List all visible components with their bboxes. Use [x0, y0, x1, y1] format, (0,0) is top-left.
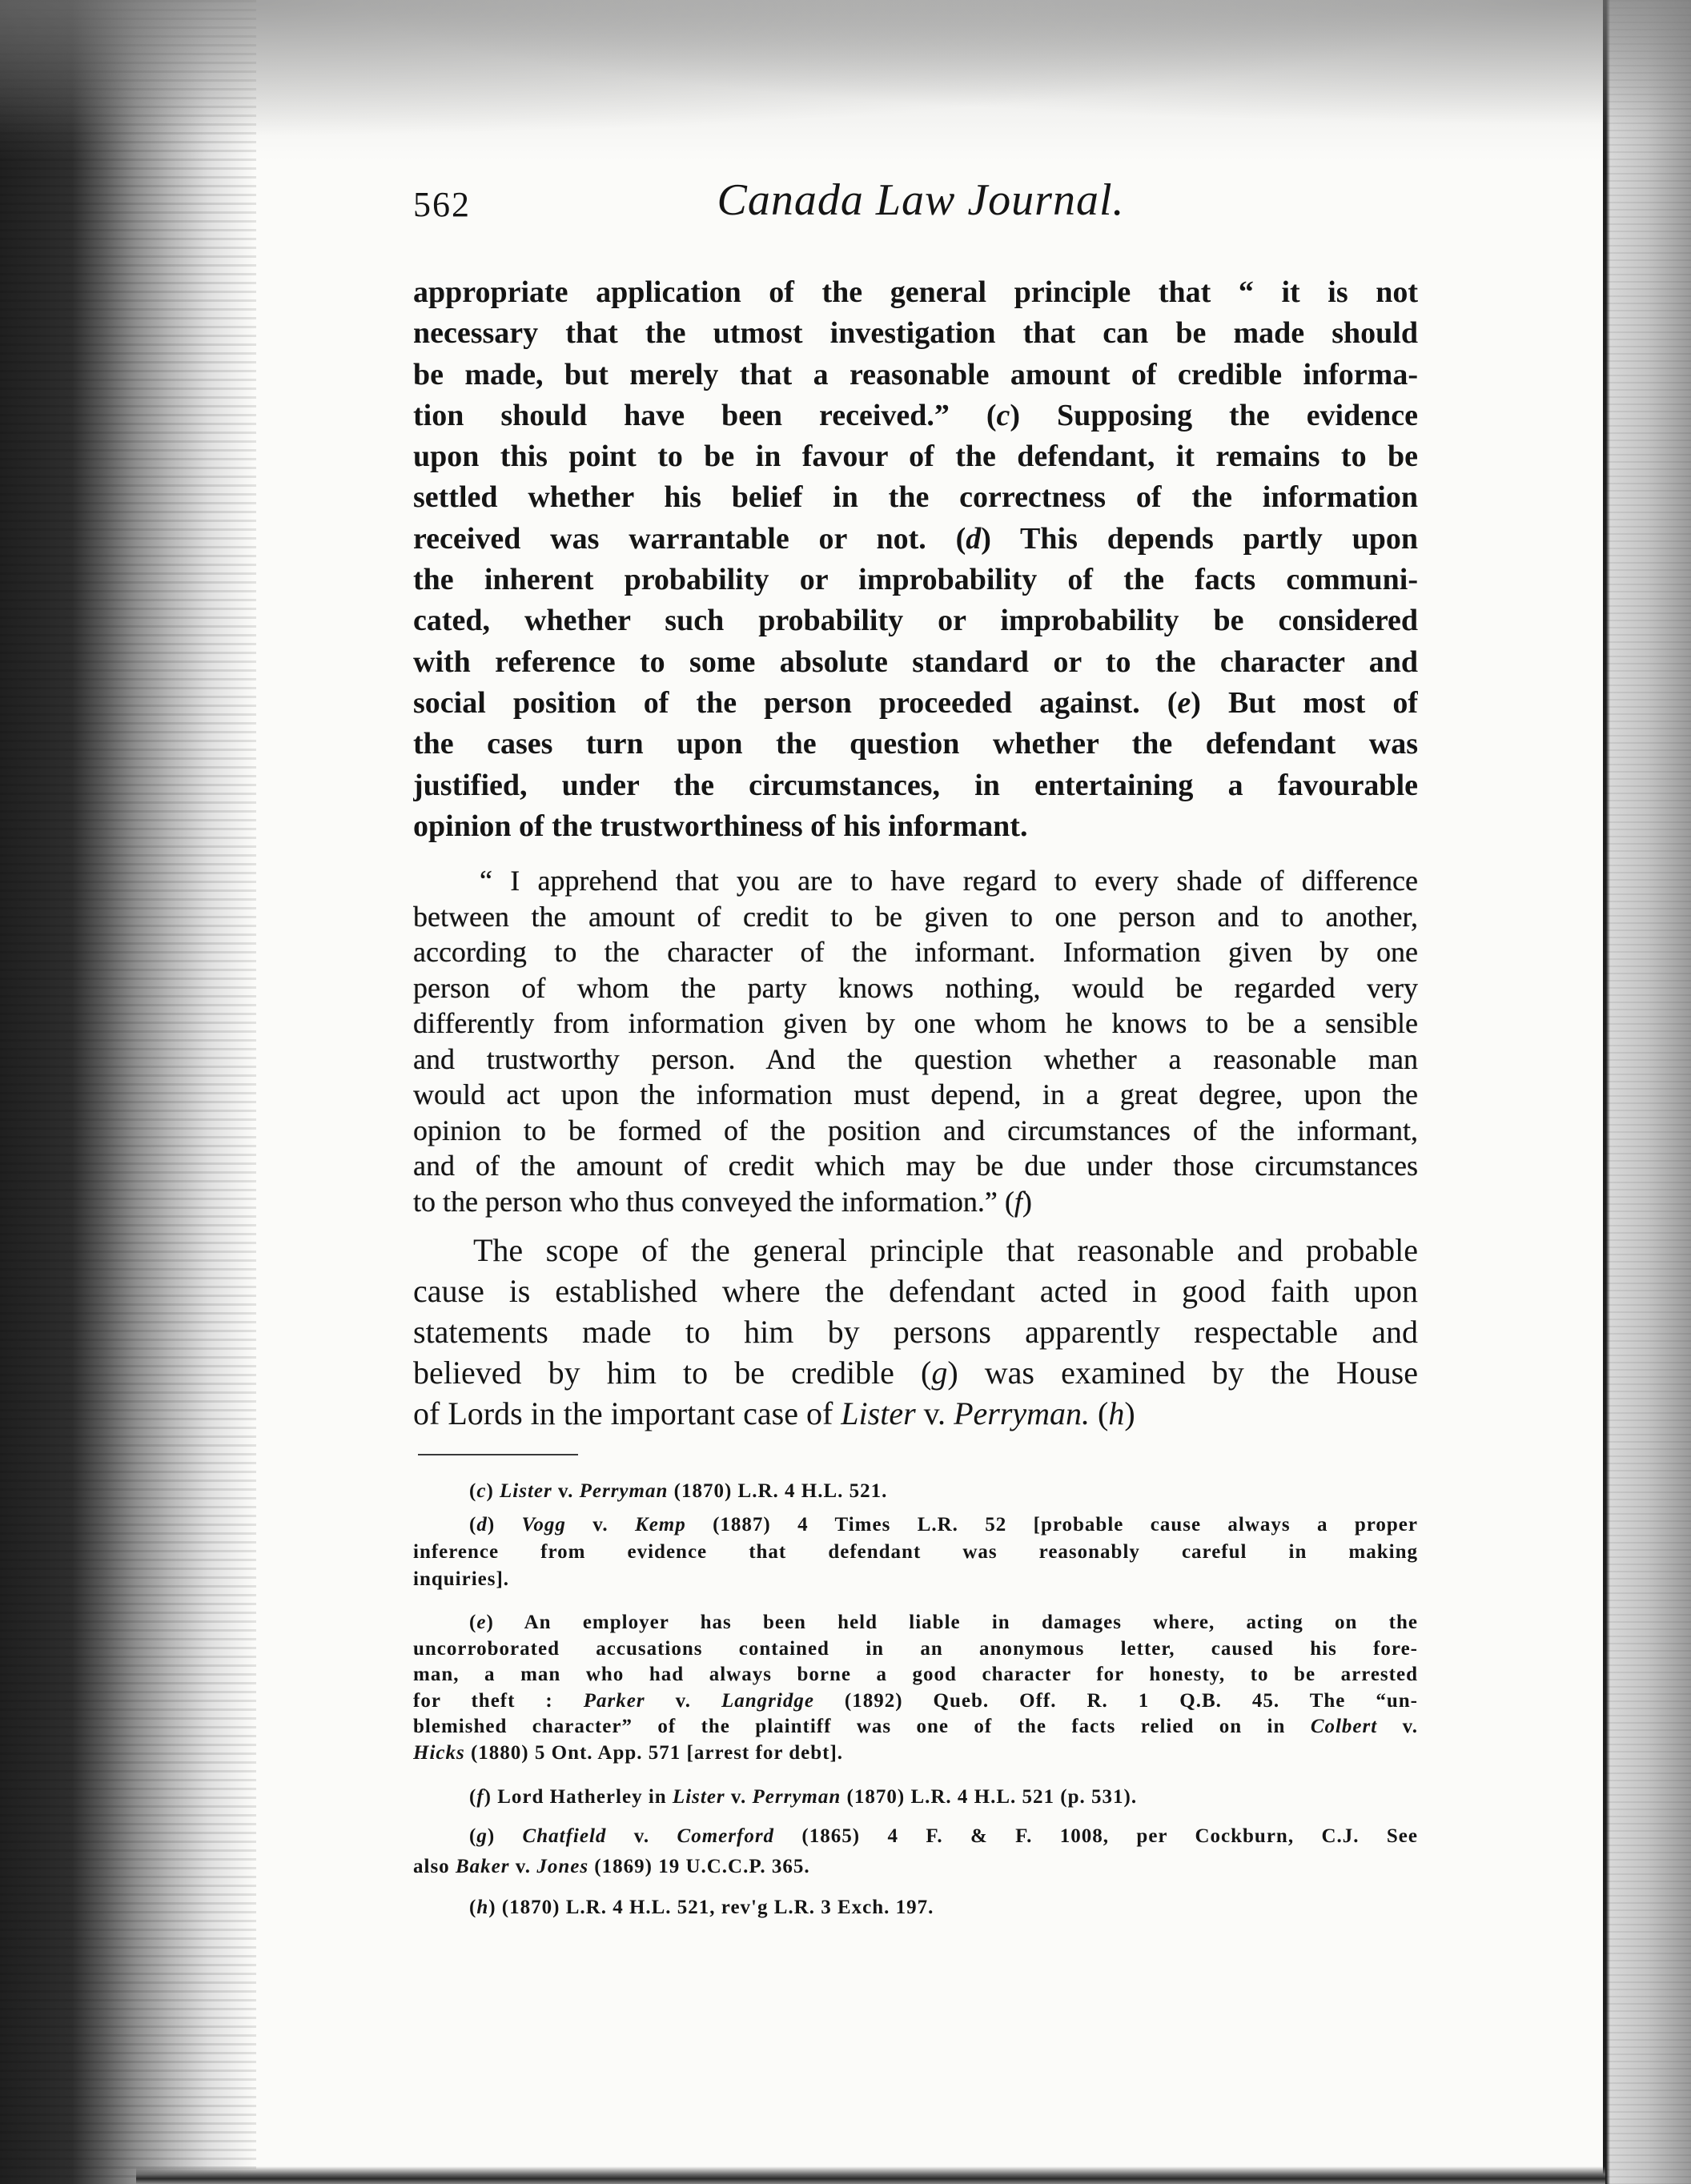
text-line — [413, 899, 1418, 935]
text-run: with reference to some absolute standard or to the character and — [413, 644, 1418, 679]
text-run: uncorroborated accusations contained in an anonymous letter, caused his fore- — [413, 1637, 1418, 1660]
text-line — [413, 313, 1418, 354]
italic-run: Langridge — [721, 1689, 814, 1712]
italic-run: Colbert — [1310, 1716, 1378, 1737]
right-page-edge — [1603, 0, 1691, 2184]
text-run: cated, whether such probability or improbability be considered — [413, 604, 1418, 638]
text-line — [413, 1714, 1418, 1740]
text-run: opinion of the trustworthiness of his informant. — [413, 809, 1028, 843]
text-line — [413, 683, 1418, 724]
text-line — [413, 642, 1418, 683]
text-run: ( — [469, 1514, 477, 1536]
italic-run: h — [1108, 1395, 1125, 1431]
text-run: statements made to him by persons apparently respectable and — [413, 1314, 1418, 1350]
text-line — [413, 1894, 1418, 1921]
text-line — [413, 272, 1418, 313]
text-line — [413, 970, 1418, 1006]
text-run: tion should have been received.” ( — [413, 398, 997, 432]
text-line — [413, 1512, 1418, 1539]
text-run: necessary that the utmost investigation that can be made should — [413, 316, 1418, 351]
text-run: ) — [487, 1514, 522, 1536]
italic-run: d — [966, 521, 982, 556]
text-run: differently from information given by one whom he knows to be a sensible — [413, 1007, 1418, 1039]
text-run: (1869) 19 U.C.C.P. 365. — [588, 1856, 810, 1877]
text-line — [413, 1821, 1418, 1852]
text-line — [413, 1784, 1418, 1811]
italic-run: g — [476, 1825, 488, 1847]
text-run: be made, but merely that a reasonable amount of credible informa- — [413, 357, 1418, 391]
text-line — [413, 1662, 1418, 1688]
top-scan-noise — [0, 0, 1691, 160]
text-line — [413, 724, 1418, 765]
text-run: to the person who thus conveyed the information.” ( — [413, 1185, 1014, 1218]
page-number: 562 — [413, 185, 471, 224]
text-line — [413, 436, 1418, 477]
text-line — [413, 1184, 1418, 1220]
text-run: the cases turn upon the question whether the defendant was — [413, 727, 1418, 761]
text-line — [413, 1148, 1418, 1184]
italic-run: Parker — [583, 1689, 645, 1712]
text-run: according to the character of the informant. Information given by one — [413, 936, 1418, 968]
text-run: v. — [606, 1825, 677, 1847]
text-run: ) was examined by the House — [947, 1355, 1418, 1391]
text-run: v. — [645, 1689, 721, 1712]
text-line — [413, 1539, 1418, 1566]
footnote-rule — [418, 1454, 578, 1455]
text-run: ( — [469, 1897, 477, 1918]
running-head-title: Canada Law Journal. — [717, 175, 1125, 225]
italic-run: g — [931, 1355, 948, 1391]
text-run: ) An employer has been held liable in damages where, acting on the — [486, 1612, 1418, 1633]
text-line — [413, 560, 1418, 600]
text-run: ) — [486, 1480, 500, 1502]
text-line — [413, 765, 1418, 806]
text-run: v. — [725, 1786, 753, 1808]
text-run: ( — [469, 1825, 477, 1847]
footnote-h — [413, 1894, 1418, 1921]
text-run: “ I apprehend that you are to have regard to every shade of difference — [480, 865, 1418, 897]
italic-run: Lister — [672, 1786, 725, 1808]
text-run: man, a man who had always borne a good character for honesty, to be arrested — [413, 1664, 1418, 1685]
text-run: ( — [469, 1480, 477, 1502]
text-line — [413, 1393, 1418, 1434]
footnote-f — [413, 1784, 1418, 1811]
text-line — [413, 1352, 1418, 1393]
text-run: received was warrantable or not. ( — [413, 521, 966, 556]
text-line — [413, 355, 1418, 395]
italic-run: e — [476, 1612, 487, 1633]
text-line — [413, 1566, 1418, 1593]
text-line — [413, 395, 1418, 436]
text-run: inference from evidence that defendant was reasonably careful in making — [413, 1541, 1418, 1563]
text-run: v. — [565, 1514, 636, 1536]
italic-run: d — [476, 1514, 488, 1536]
text-run: The scope of the general principle that reasonable and probable — [473, 1232, 1418, 1268]
italic-run: Jones — [536, 1856, 589, 1877]
italic-run: Hicks — [413, 1741, 465, 1764]
text-run: ) — [487, 1825, 523, 1847]
text-run: ) (1870) L.R. 4 H.L. 521, rev'g L.R. 3 Exch. 197. — [488, 1897, 934, 1918]
text-run: ( — [469, 1612, 477, 1633]
text-run: person of whom the party knows nothing, would be regarded very — [413, 971, 1418, 1004]
text-run: upon this point to be in favour of the defendant, it remains to be — [413, 440, 1418, 474]
text-run: (1870) L.R. 4 H.L. 521. — [668, 1480, 888, 1502]
italic-run: c — [996, 398, 1010, 432]
text-run: (1892) Queb. Off. R. 1 Q.B. 45. The “un- — [813, 1689, 1418, 1712]
text-run: opinion to be formed of the position and circumstances of the informant, — [413, 1114, 1418, 1146]
text-run: ) Supposing the evidence — [1010, 398, 1418, 432]
text-line — [413, 1006, 1418, 1042]
text-run: (1870) L.R. 4 H.L. 521 (p. 531). — [841, 1786, 1138, 1808]
footnote-g — [413, 1821, 1418, 1882]
italic-run: Lister — [500, 1480, 552, 1502]
text-run: ( — [469, 1786, 477, 1808]
text-run: ) — [1124, 1395, 1135, 1431]
body-paragraph-1 — [413, 272, 1418, 847]
text-run: the inherent probability or improbability of the facts communi- — [413, 563, 1418, 597]
text-run: settled whether his belief in the correctness of the information — [413, 480, 1418, 515]
text-line — [413, 519, 1418, 560]
text-line — [413, 1077, 1418, 1113]
italic-run: f — [1014, 1185, 1022, 1218]
italic-run: Perryman — [579, 1480, 669, 1502]
italic-run: Vogg — [521, 1514, 566, 1536]
italic-run: Chatfield — [522, 1825, 607, 1847]
footnote-d — [413, 1512, 1418, 1593]
text-line — [413, 1852, 1418, 1882]
text-run: inquiries]. — [413, 1568, 510, 1590]
text-run: and of the amount of credit which may be due under those circumstances — [413, 1150, 1418, 1182]
text-line — [413, 1478, 1418, 1505]
italic-run: c — [476, 1480, 487, 1502]
italic-run: e — [1177, 685, 1191, 720]
text-run: ) Lord Hatherley in — [484, 1786, 673, 1808]
text-run: ) But most of — [1191, 685, 1418, 720]
footnote-c — [413, 1478, 1418, 1505]
body-paragraph-2 — [413, 1230, 1418, 1434]
text-line — [413, 1636, 1418, 1663]
text-line — [413, 1230, 1418, 1271]
text-line — [413, 1042, 1418, 1078]
italic-run: Lister — [841, 1395, 916, 1431]
text-line — [413, 806, 1418, 847]
bottom-page-edge — [136, 2166, 1605, 2184]
text-run: social position of the person proceeded against. ( — [413, 685, 1178, 720]
text-run: v. — [552, 1480, 580, 1502]
text-line — [413, 1271, 1418, 1311]
text-run: also — [413, 1856, 456, 1877]
text-run: and trustworthy person. And the question whether a reasonable man — [413, 1042, 1418, 1075]
text-run: (1865) 4 F. & F. 1008, per Cockburn, C.J. See — [774, 1825, 1418, 1847]
italic-run: Baker — [455, 1856, 510, 1877]
italic-run: Comerford — [677, 1825, 775, 1847]
italic-run: f — [476, 1786, 484, 1808]
italic-run: Perryman — [752, 1786, 841, 1808]
text-run: cause is established where the defendant acted in good faith upon — [413, 1273, 1418, 1309]
text-run: justified, under the circumstances, in entertaining a favourable — [413, 768, 1418, 802]
text-run: believed by him to be credible ( — [413, 1355, 932, 1391]
italic-run: Perryman. — [954, 1395, 1091, 1431]
text-line — [413, 1311, 1418, 1352]
italic-run: h — [476, 1897, 489, 1918]
text-run: appropriate application of the general principle that “ it is not — [413, 275, 1418, 309]
text-run: (1887) 4 Times L.R. 52 [probable cause always a proper — [685, 1514, 1418, 1536]
text-run: v. — [1377, 1716, 1418, 1737]
italic-run: Kemp — [635, 1514, 686, 1536]
text-line — [413, 934, 1418, 970]
text-line — [413, 863, 1418, 899]
text-line — [413, 1688, 1418, 1715]
left-binding-shadow — [0, 0, 256, 2184]
text-run: blemished character” of the plaintiff was one of the facts relied on in — [413, 1716, 1311, 1737]
text-run: (1880) 5 Ont. App. 571 [arrest for debt]. — [464, 1741, 844, 1764]
text-run: for theft : — [413, 1689, 584, 1712]
text-run: ) This depends partly upon — [981, 521, 1418, 556]
text-run: between the amount of credit to be given to one person and to another, — [413, 900, 1418, 933]
text-run: ( — [1090, 1395, 1109, 1431]
text-line — [413, 1610, 1418, 1636]
text-line — [413, 477, 1418, 518]
footnote-e — [413, 1610, 1418, 1766]
text-run: of Lords in the important case of — [413, 1395, 841, 1431]
text-line — [413, 1113, 1418, 1149]
text-run: ) — [1022, 1185, 1032, 1218]
text-run: v. — [915, 1395, 954, 1431]
text-line — [413, 600, 1418, 641]
text-run: v. — [509, 1856, 537, 1877]
text-run: would act upon the information must depend, in a great degree, upon the — [413, 1078, 1418, 1110]
text-line — [413, 1740, 1418, 1767]
quoted-passage — [413, 863, 1418, 1219]
